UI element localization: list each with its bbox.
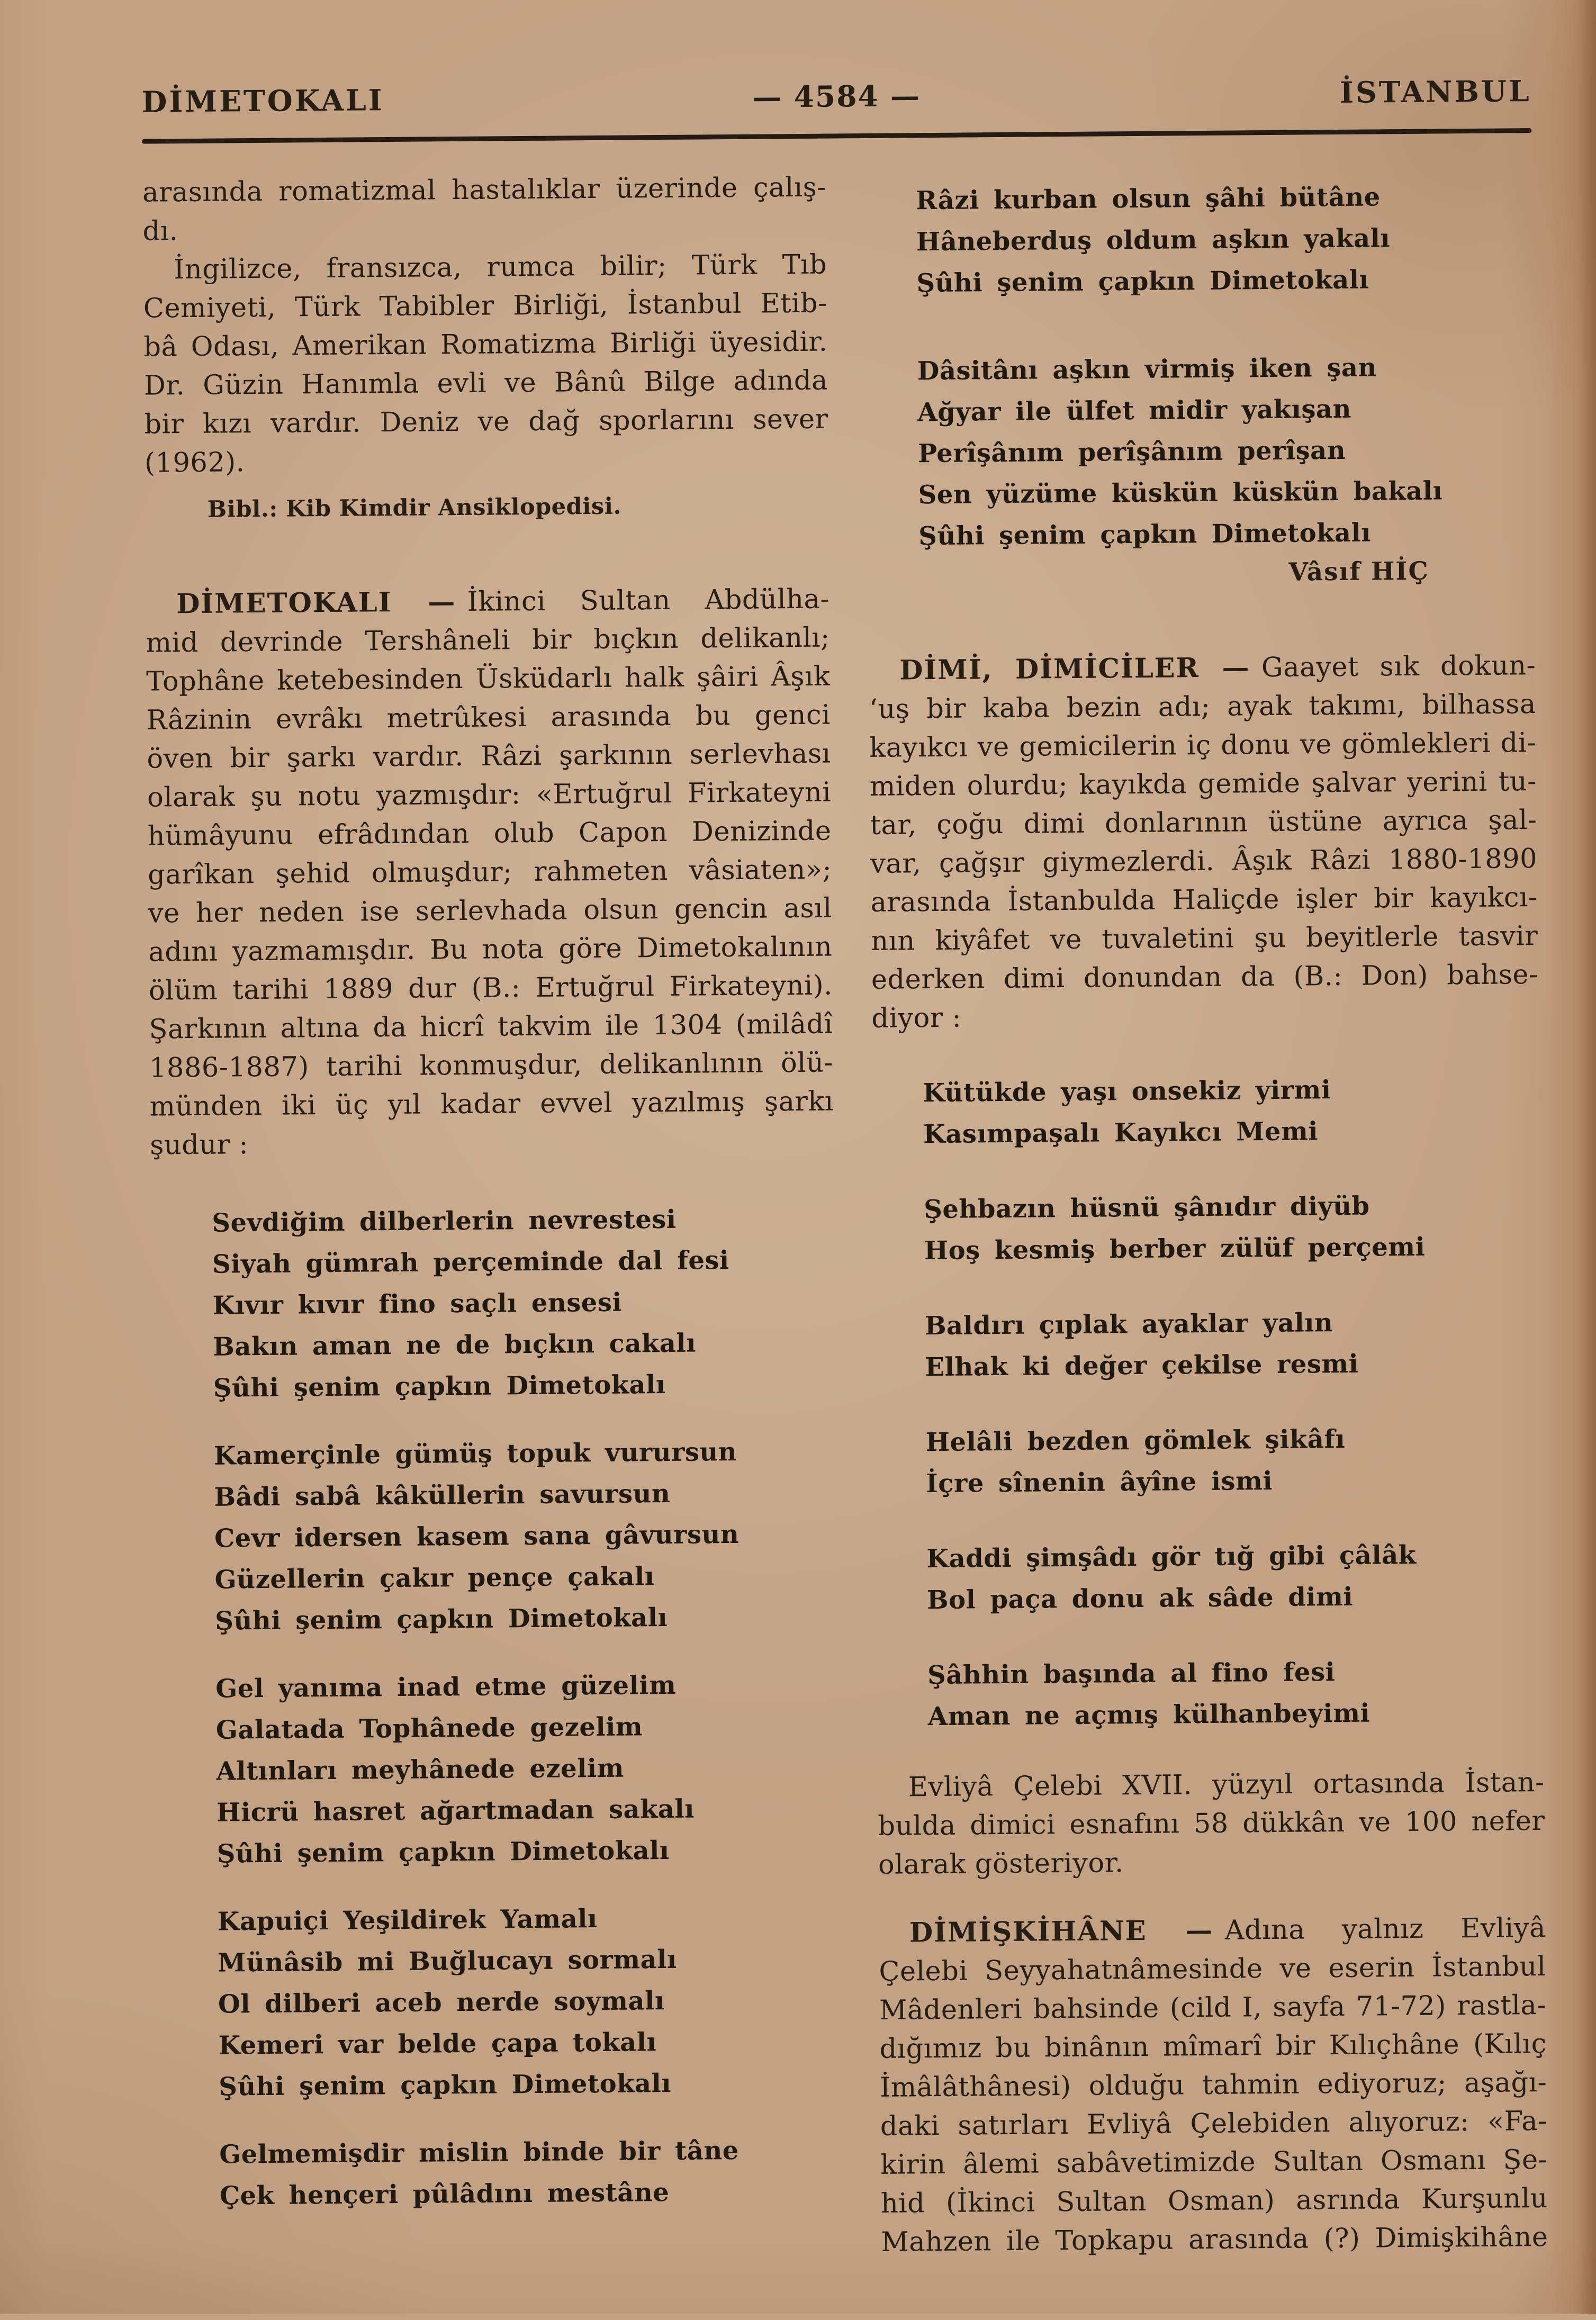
verse-line: Şûhi şenim çapkın Dimetokalı — [215, 1602, 668, 1636]
text-line: arasında İstanbulda Haliçde işler bir kayıkcı- — [870, 882, 1538, 918]
text-line: Tophâne ketebesinden Üsküdarlı halk şâiri Âşık — [146, 661, 831, 698]
entry-headword: DİMİŞKİHÂNE — — [909, 1914, 1214, 1949]
text-line: var, çağşır giymezlerdi. Âşık Râzi 1880-1890 — [870, 843, 1538, 880]
text-line: Mâdenleri bahsinde (cild I, sayfa 71-72) rastla- — [879, 1989, 1547, 2026]
text-line: 1886-1887) tarihi konmuşdur, delikanlının ölü- — [149, 1047, 834, 1084]
text-line: olarak şu notu yazmışdır: «Ertuğrul Firkateyni — [147, 777, 832, 814]
text-fragment: İkinci Sultan Abdülha- — [467, 583, 830, 618]
verse-line: Altınları meyhânede ezelim — [216, 1753, 625, 1786]
verse-line: Aman ne açmış külhanbeyimi — [927, 1698, 1370, 1732]
bio-paragraph — [143, 246, 828, 483]
text-line: Çelebi Seyyahatnâmesinde ve eserin İstanbul — [879, 1951, 1546, 1988]
text-line — [869, 646, 1536, 690]
verse-line: İçre sînenin âyîne ismi — [926, 1466, 1273, 1499]
verse-line: Kütükde yaşı onsekiz yirmi — [923, 1075, 1331, 1108]
text-line: bâ Odası, Amerikan Romatizma Birliği üyesidir. — [143, 326, 828, 363]
poem-stanza — [154, 1663, 840, 1875]
verse-line: Bakın aman ne de bıçkın cakalı — [213, 1328, 697, 1362]
verse-line: Şûhi şenim çapkın Dimetokalı — [217, 1835, 670, 1869]
text-line: İngilizce, fransızca, rumca bilir; Türk Tıb — [174, 249, 827, 286]
text-line: Cemiyeti, Türk Tabibler Birliği, İstanbul Etib- — [143, 287, 828, 324]
text-line: hid (İkinci Sultan Osman) asrında Kurşunlu — [880, 2182, 1548, 2219]
text-line: dı. — [142, 215, 178, 247]
text-line: adını yazmamışdır. Bu nota göre Dimetokalının — [148, 931, 833, 968]
text-line: hümâyunu efrâdından olub Capon Denizinde — [147, 815, 832, 852]
entry-headword: DİMİ, DİMİCİLER — — [899, 652, 1250, 687]
text-line: garîkan şehid olmuşdur; rahmeten vâsiaten»; — [147, 854, 832, 891]
verse-line: Sen yüzüme küskün küskün bakalı — [918, 476, 1443, 510]
text-line: diyor : — [871, 1002, 962, 1034]
text-fragment: Gaayet sık dokun- — [1261, 650, 1536, 684]
text-line: olarak gösteriyor. — [878, 1847, 1124, 1881]
poem-couplet — [873, 1184, 1540, 1272]
poem-stanza — [152, 1430, 838, 1642]
text-line — [146, 580, 830, 624]
verse-line: Kasımpaşalı Kayıkcı Memi — [923, 1116, 1319, 1150]
poem-stanza — [866, 346, 1535, 557]
text-line: ʻuş bir kaba bezin adı; ayak takımı, bilhassa — [869, 689, 1536, 725]
text-line: İmâlâthânesi) olduğu tahmin ediyoruz; aşağı- — [880, 2066, 1547, 2104]
text-line — [879, 1909, 1546, 1953]
text-line: Evliyâ Çelebi XVII. yüzyıl ortasında İstan- — [908, 1766, 1545, 1803]
verse-line: Kemeri var belde çapa tokalı — [218, 2027, 657, 2061]
verse-line: Baldırı çıplak ayaklar yalın — [924, 1308, 1333, 1341]
verse-line: Hoş kesmiş berber zülüf perçemi — [924, 1232, 1426, 1266]
poem-couplet — [874, 1417, 1542, 1505]
header-headword: DİMETOKALI — [141, 83, 384, 119]
verse-line: Ol dilberi aceb nerde soymalı — [218, 1986, 665, 2019]
entry-dimi-dimiciler — [869, 646, 1539, 1038]
verse-line: Dâsitânı aşkın virmiş iken şan — [917, 353, 1377, 386]
text-line: daki satırları Evliyâ Çelebiden alıyoruz: «Fa- — [880, 2105, 1548, 2142]
text-line: arasında romatizmal hastalıklar üzerinde çalış- — [142, 171, 827, 209]
poem-couplet — [877, 1650, 1544, 1738]
author-signature: Vâsıf HİÇ — [1288, 556, 1429, 587]
verse-line: Kapuiçi Yeşildirek Yamalı — [217, 1904, 598, 1937]
verse-line: Cevr idersen kasem sana gâvursun — [214, 1519, 740, 1554]
text-line: kayıkcı ve gemicilerin iç donu ve gömlekleri di- — [869, 727, 1537, 764]
verse-line: Hâneberduş oldum aşkın yakalı — [916, 223, 1391, 257]
text-line: Şarkının altına da hicrî takvim ile 1304 (milâdî — [149, 1008, 833, 1045]
verse-line: Şûhi şenim çapkın Dimetokalı — [218, 2068, 672, 2102]
evliya-paragraph — [878, 1763, 1546, 1884]
text-line: bulda dimici esnafını 58 dükkân ve 100 nefer — [878, 1805, 1545, 1842]
verse-line: Perîşânım perîşânım perîşan — [917, 435, 1346, 469]
poem-couplet — [874, 1301, 1541, 1388]
entry-headword: DİMETOKALI — — [176, 586, 456, 620]
bibliography-note: Bibl.: Kib Kimdir Ansiklopedisi. — [207, 493, 622, 523]
text-line: miden olurdu; kayıkda gemide şalvar yerini tu- — [869, 766, 1537, 802]
verse-line: Sevdiğim dilberlerin nevrestesi — [212, 1204, 677, 1238]
poem-couplet — [876, 1533, 1543, 1621]
verse-line: Münâsib mi Buğlucayı sormalı — [218, 1944, 677, 1978]
verse-line: Kamerçinle gümüş topuk vurursun — [213, 1437, 737, 1471]
verse-line: Şâhhin başında al fino fesi — [927, 1657, 1336, 1691]
text-line: ve her neden ise serlevhada olsun gencin asıl — [148, 892, 832, 929]
verse-line: Hicrü hasret ağartmadan sakalı — [216, 1794, 695, 1828]
text-line: Râzinin evrâkı metrûkesi arasında bu genci — [146, 699, 831, 736]
poem-stanza — [865, 175, 1533, 304]
paragraph-continuation — [142, 168, 827, 251]
left-column — [142, 168, 843, 2268]
verse-line: Şûhi şenim çapkın Dimetokalı — [213, 1369, 666, 1403]
poem-couplet — [872, 1068, 1539, 1156]
verse-line: Siyah gümrah perçeminde dal fesi — [212, 1245, 729, 1279]
verse-line: Şûhi şenim çapkın Dimetokalı — [916, 265, 1369, 299]
verse-line: Çek hençeri pûlâdını mestâne — [219, 2177, 670, 2211]
text-line: öven bir şarkı vardır. Râzi şarkının serlevhası — [147, 738, 831, 775]
verse-line: Bol paça donu ak sâde dimi — [926, 1582, 1354, 1615]
page-number: — 4584 — — [752, 78, 921, 114]
header-volume: İSTANBUL — [1339, 74, 1531, 110]
poem-stanza — [150, 1197, 836, 1409]
page-header — [141, 74, 1531, 119]
verse-line: Râzi kurban olsun şâhi bütâne — [916, 182, 1381, 216]
text-line: kirin âlemi sabâvetimizde Sultan Osmanı Şe- — [880, 2144, 1548, 2181]
text-line: Dr. Güzin Hanımla evli ve Bânû Bilge adında — [143, 365, 828, 402]
text-line: dığımız bu binânın mîmarî bir Kılıçhâne (Kılıç — [879, 2028, 1547, 2065]
verse-line: Ağyar ile ülfet midir yakışan — [917, 394, 1352, 428]
verse-line: Güzellerin çakır pençe çakalı — [214, 1561, 655, 1595]
verse-line: Şehbazın hüsnü şânıdır diyüb — [924, 1191, 1370, 1225]
right-column — [865, 163, 1548, 2262]
verse-line: Helâli bezden gömlek şikâfı — [925, 1424, 1346, 1458]
verse-line: Gel yanıma inad etme güzelim — [215, 1670, 677, 1704]
entry-dimetokali — [146, 580, 834, 1165]
text-line: şudur : — [149, 1129, 249, 1161]
text-line: mid devrinde Tershâneli bir bıçkın delikanlı; — [146, 622, 830, 659]
text-fragment: Adına yalnız Evliyâ — [1224, 1912, 1546, 1946]
text-columns — [142, 163, 1548, 2267]
poem-stanza — [156, 1896, 841, 2108]
verse-line: Bâdi sabâ kâküllerin savursun — [214, 1478, 671, 1512]
text-line: münden iki üç yıl kadar evvel yazılmış şarkı — [149, 1086, 834, 1123]
text-line: Mahzen ile Topkapu arasında (?) Dimişkihâne — [881, 2221, 1548, 2258]
verse-line: Şûhi şenim çapkın Dimetokalı — [918, 518, 1372, 552]
text-line: ederken dimi donundan da (B.: Don) bahse- — [871, 959, 1539, 996]
verse-line: Galatada Tophânede gezelim — [215, 1712, 643, 1745]
text-line: ölüm tarihi 1889 dur (B.: Ertuğrul Firkateyni). — [148, 970, 833, 1007]
poem-couplet — [158, 2129, 842, 2217]
entry-dimiskihane — [879, 1909, 1548, 2262]
text-line: bir kızı vardır. Deniz ve dağ sporlarını sever — [144, 403, 828, 440]
verse-line: Kaddi şimşâdı gör tığ gibi çâlâk — [926, 1540, 1417, 1574]
verse-line: Kıvır kıvır fino saçlı ensesi — [212, 1287, 623, 1321]
header-rule — [142, 128, 1531, 144]
text-line: tar, çoğu dimi donlarının üstüne ayrıca şal- — [870, 805, 1537, 841]
verse-line: Elhak ki değer çekilse resmi — [925, 1349, 1359, 1383]
text-line: (1962). — [144, 447, 245, 479]
verse-line: Gelmemişdir mislin binde bir tâne — [219, 2135, 739, 2170]
text-line: nın kiyâfet ve tuvaletini şu beyitlerle tasvir — [871, 920, 1538, 957]
